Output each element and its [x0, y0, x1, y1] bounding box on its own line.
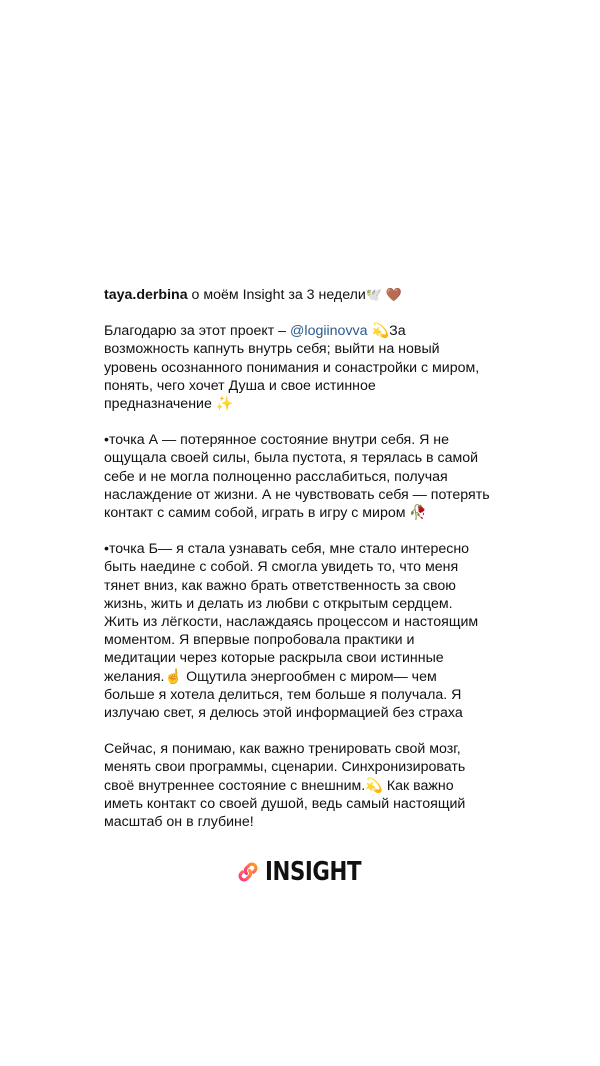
text-line: медитации через которые раскрыла свои истинные [104, 650, 444, 667]
text-line: желания.☝️ Ощутила энергообмен с миром— чем [104, 668, 437, 685]
paragraph-point-b [104, 540, 504, 722]
text-line: уровень осознанного понимания и сонастройки с миром, [104, 359, 480, 376]
text-line: Жить из лёгкости, наслаждаясь процессом и настоящим [104, 614, 479, 631]
logo-text: INSIGHT [265, 857, 362, 887]
text-line: масштаб он в глубине! [104, 814, 254, 831]
insight-logo [236, 856, 382, 888]
text-line: понять, чего хочет Душа и свое истинное [104, 377, 376, 394]
text-line: иметь контакт со своей душой, ведь самый настоящий [104, 795, 466, 812]
paragraph-point-a [104, 431, 504, 522]
text-line: контакт с самим собой, играть в игру с миром 🥀 [104, 505, 428, 522]
text-line: предназначение ✨ [104, 396, 234, 413]
text-line: быть наедине с собой. Я смогла увидеть то, что меня [104, 559, 459, 576]
text-line: Благодарю за этот проект – @logiinovva 💫За [104, 323, 406, 340]
text-line: Сейчас, я понимаю, как важно тренировать свой мозг, [104, 741, 461, 758]
header-emojis: 🕊️ 🤎 [365, 287, 402, 302]
username[interactable]: taya.derbina [104, 287, 188, 303]
header-text: о моём Insight за 3 недели [187, 287, 366, 303]
text-line: моментом. Я впервые попробовала практики и [104, 632, 415, 649]
text-line: жизнь, жить и делать из любви с открытым сердцем. [104, 595, 453, 612]
text-line: тянет вниз, как важно брать ответственность за свою [104, 577, 456, 594]
paragraph-gratitude [104, 322, 504, 413]
text-line: себе и не могла полноценно расслабиться, получая [104, 468, 448, 485]
text-line: ощущала своей силы, была пустота, я терялась в самой [104, 450, 479, 467]
text-line: излучаю свет, я делюсь этой информацией без страха [104, 705, 463, 722]
paragraph-now [104, 740, 504, 831]
mention-link[interactable]: @logiinovva [290, 323, 368, 340]
text-line: больше я хотела делиться, тем больше я получала. Я [104, 686, 462, 703]
text-line: своё внутреннее состояние с внешним.💫 Как важно [104, 777, 454, 794]
text-line: возможность капнуть внутрь себя; выйти на новый [104, 341, 440, 358]
text-line: •точка А — потерянное состояние внутри себя. Я не [104, 432, 450, 449]
post-header [104, 286, 504, 304]
text-line: менять свои программы, сценарии. Синхронизировать [104, 759, 466, 776]
link-icon [236, 860, 260, 884]
text-line: •точка Б— я стала узнавать себя, мне стало интересно [104, 541, 470, 558]
text-line: наслаждение от жизни. А не чувствовать себя — потерять [104, 486, 490, 503]
post-body [104, 286, 504, 849]
